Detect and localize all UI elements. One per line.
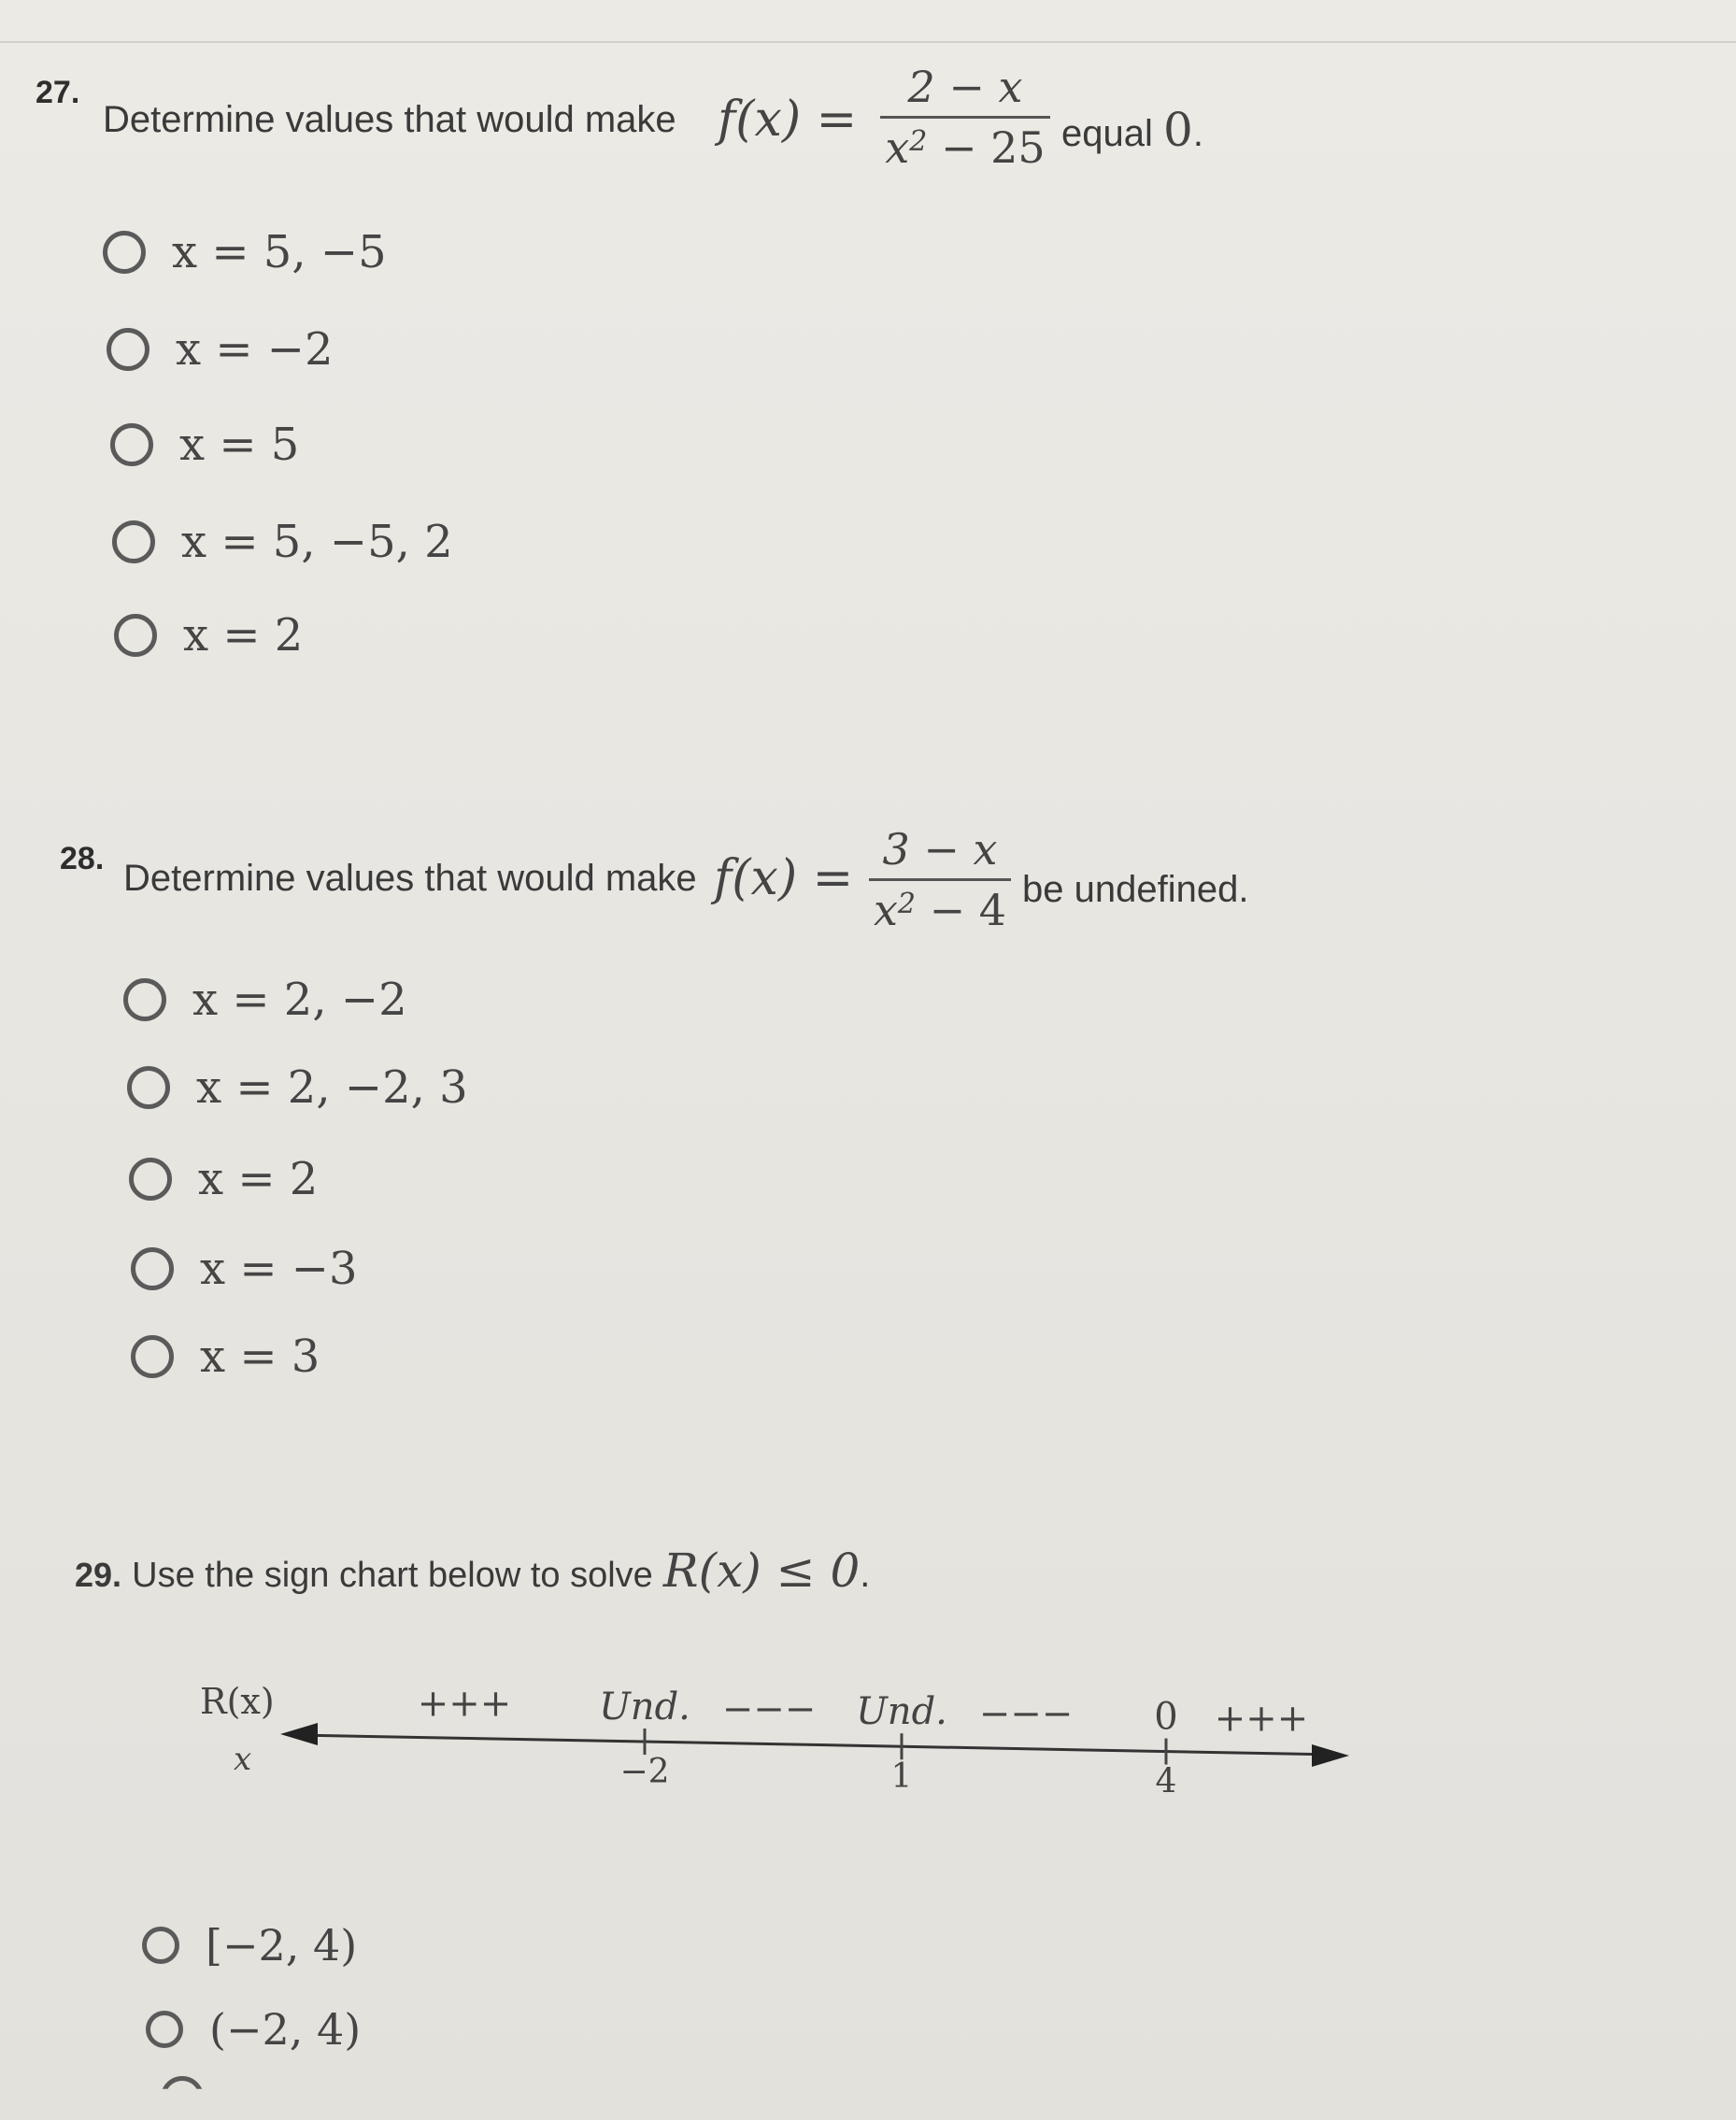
q27-option-2[interactable]: x = −2 (107, 321, 334, 377)
q28-option-2[interactable]: x = 2, −2, 3 (127, 1060, 468, 1116)
q29-option-2[interactable]: (−2, 4) (146, 2001, 361, 2057)
question-27-number: 27. (36, 75, 80, 110)
radio-button[interactable] (146, 2011, 183, 2048)
q28-option-4[interactable]: x = −3 (131, 1241, 358, 1297)
question-27-numerator: 2 − x (907, 62, 1023, 112)
question-27-function-lhs: f(x) = (718, 92, 858, 148)
question-27-denominator: $x^2 - 25$ (885, 122, 1046, 173)
q27-option-4[interactable]: x = 5, −5, 2 (112, 514, 453, 570)
q27-option-1[interactable]: x = 5, −5 (103, 224, 387, 280)
question-28-numerator: 3 − x (882, 824, 998, 875)
question-29-prompt: 29. Use the sign chart below to solve R(x) ≤ 0. (75, 1544, 871, 1598)
question-28-denominator: $x^2 - 4$ (873, 885, 1007, 935)
critical-point-label: −2 (619, 1753, 670, 1792)
radio-button[interactable] (142, 1927, 179, 1964)
interval-sign: −−− (978, 1692, 1074, 1736)
row-label-x: x (234, 1741, 252, 1778)
question-28-prompt-after: be undefined. (1022, 869, 1249, 910)
question-27-prompt-after: equal 0. (1061, 103, 1203, 157)
row-label-rx: R(x) (200, 1681, 275, 1722)
critical-point-sign-label: 0 (1154, 1695, 1178, 1739)
right-arrow-icon (1312, 1744, 1349, 1767)
question-28-prompt: Determine values that would make (123, 858, 697, 899)
q28-option-1[interactable]: x = 2, −2 (123, 972, 407, 1028)
q29-option-1[interactable]: [−2, 4) (142, 1917, 357, 1973)
question-27-prompt: Determine values that would make (103, 99, 676, 140)
interval-sign: +++ (417, 1682, 512, 1726)
critical-point-sign-label: Und. (856, 1690, 947, 1734)
left-arrow-icon (280, 1723, 318, 1745)
number-line (297, 1735, 1336, 1755)
interval-sign: +++ (1214, 1697, 1309, 1741)
critical-point-label: 1 (890, 1757, 913, 1797)
q28-option-5[interactable]: x = 3 (131, 1329, 320, 1385)
critical-point-label: 4 (1155, 1762, 1177, 1801)
q28-option-3[interactable]: x = 2 (129, 1151, 318, 1207)
interval-sign: −−− (721, 1687, 817, 1731)
critical-point-sign-label: Und. (599, 1686, 690, 1729)
question-28-function-lhs: f(x) = (714, 850, 854, 906)
q27-option-5[interactable]: x = 2 (114, 607, 303, 663)
question-28-number: 28. (60, 841, 105, 876)
q27-option-3[interactable]: x = 5 (110, 417, 299, 473)
